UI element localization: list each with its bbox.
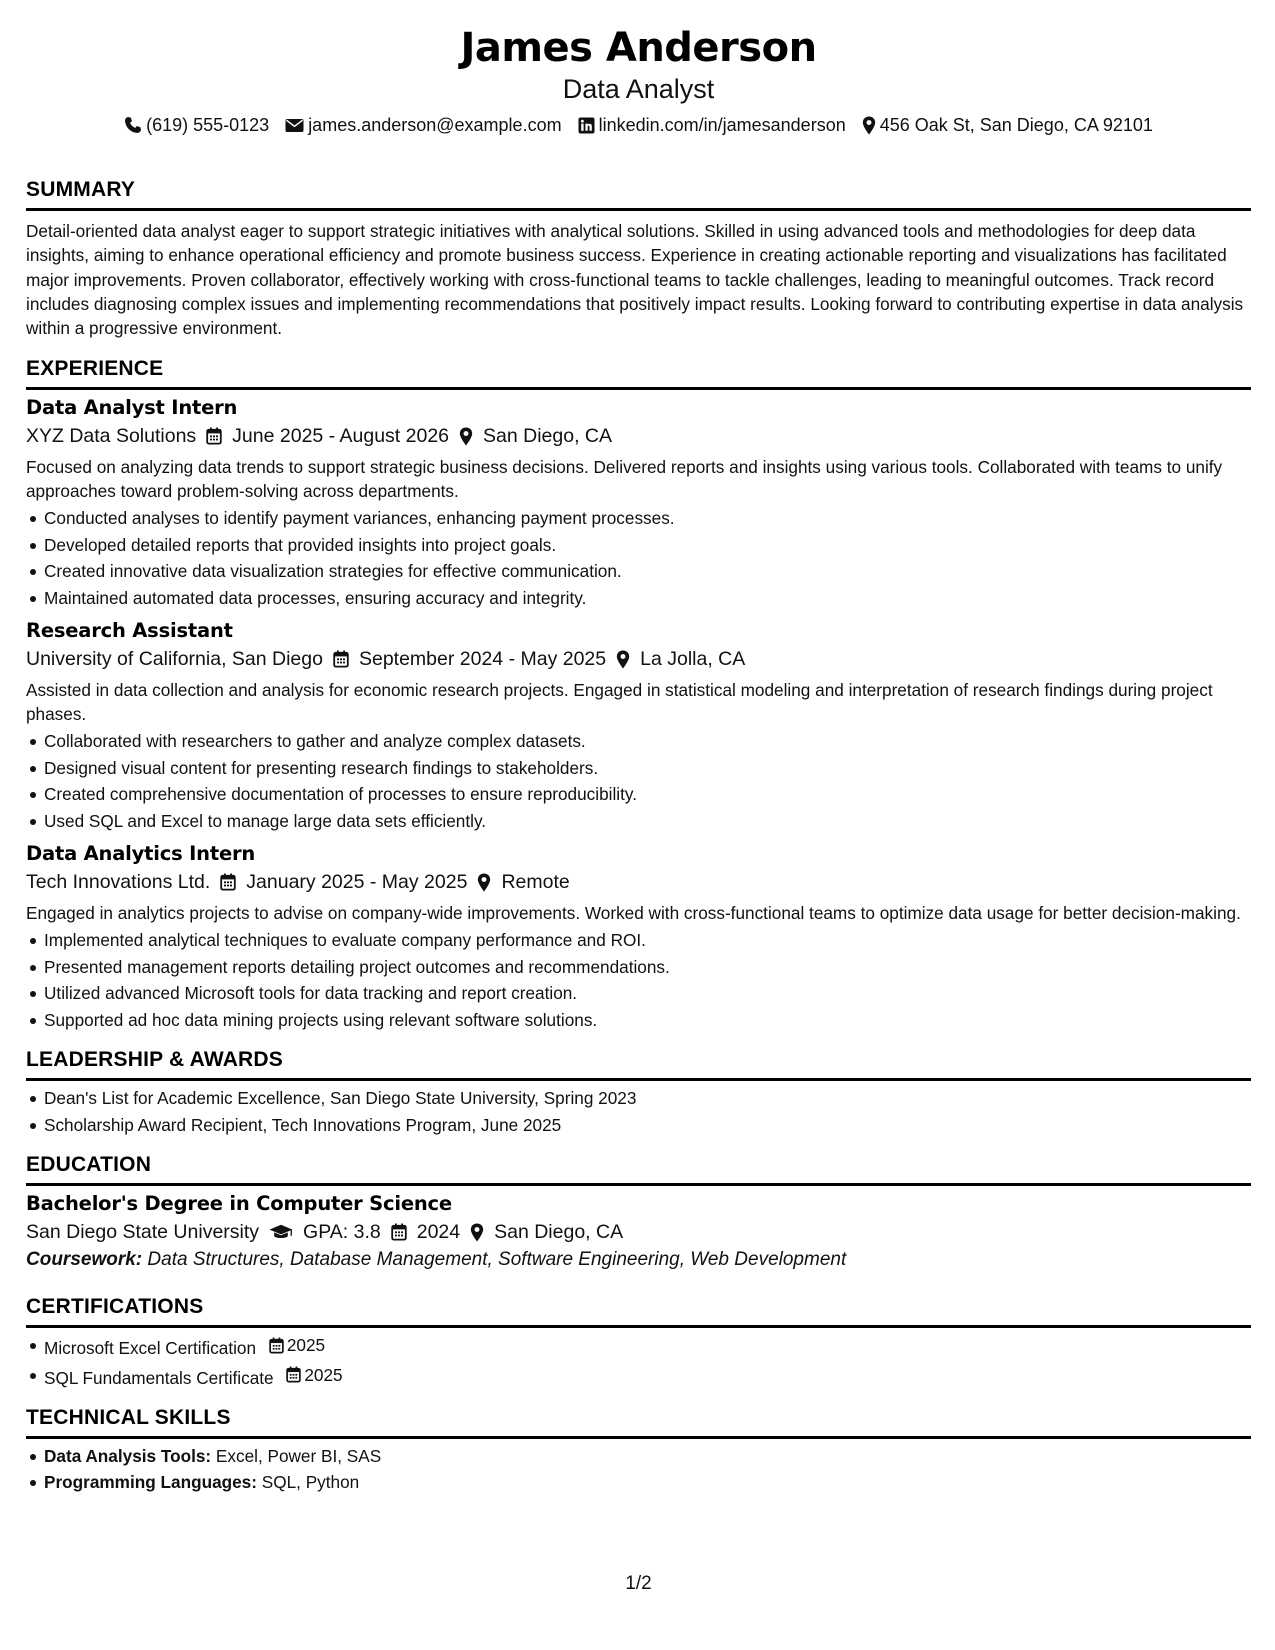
calendar-icon xyxy=(206,427,222,445)
summary-text: Detail-oriented data analyst eager to support strategic initiatives with analytical solutions. Skilled in using advanced tools and methodologies for deep data insights, aiming to enhance operational efficiency and promote business success. Experience in creating actionable reporting and visualizations has facilitated major improvements. Proven collaborator, effectively working with cross-functional teams to tackle challenges, leading to meaningful outcomes. Track record includes diagnosing complex issues and implementing recommendations that positively impact results. Looking forward to contributing expertise in data analysis within a progressive environment. xyxy=(26,221,1244,339)
education-section xyxy=(26,1152,1251,1274)
calendar-icon xyxy=(286,1366,301,1383)
job-bullets xyxy=(26,505,1251,611)
leadership-heading: LEADERSHIP & AWARDS xyxy=(26,1048,283,1072)
job-company: XYZ Data Solutions xyxy=(26,425,197,448)
list-item: Implemented analytical techniques to evaluate company performance and ROI. xyxy=(26,927,1251,954)
certifications-heading: CERTIFICATIONS xyxy=(26,1295,204,1319)
job-description: Focused on analyzing data trends to support strategic business decisions. Delivered reports and insights using various tools. Collaborated with teams to unify approaches toward problem-solving across departments. xyxy=(26,457,1223,502)
contact-phone-text: (619) 555-0123 xyxy=(146,115,270,135)
skills-heading: TECHNICAL SKILLS xyxy=(26,1405,231,1429)
graduation-year: 2024 xyxy=(416,1221,461,1244)
gpa: GPA: 3.8 xyxy=(303,1221,381,1244)
list-item xyxy=(26,1443,1251,1470)
page-number: 1/2 xyxy=(625,1573,652,1594)
section-divider xyxy=(26,1325,1251,1328)
contact-address xyxy=(862,113,1153,137)
map-pin-icon xyxy=(862,116,876,135)
skills-list xyxy=(26,1443,1251,1496)
coursework-label: Coursework: xyxy=(26,1249,143,1271)
certification-name: SQL Fundamentals Certificate xyxy=(44,1367,274,1388)
list-item: Dean's List for Academic Excellence, San Diego State University, Spring 2023 xyxy=(26,1085,1251,1112)
list-item: Utilized advanced Microsoft tools for data tracking and report creation. xyxy=(26,980,1251,1007)
skill-label: Programming Languages: xyxy=(44,1472,257,1493)
education-heading: EDUCATION xyxy=(26,1153,152,1177)
job-entry xyxy=(26,840,1251,1033)
school-location: San Diego, CA xyxy=(494,1221,624,1244)
job-dates: September 2024 - May 2025 xyxy=(358,648,607,671)
certification-year: 2025 xyxy=(304,1364,343,1385)
resume-header xyxy=(26,0,1251,137)
contact-phone[interactable] xyxy=(124,113,269,137)
skill-value: SQL, Python xyxy=(261,1472,360,1493)
job-company: Tech Innovations Ltd. xyxy=(26,871,211,894)
map-pin-icon xyxy=(616,650,630,669)
job-location: La Jolla, CA xyxy=(640,648,746,671)
leadership-section xyxy=(26,1047,1251,1138)
job-title: Research Assistant xyxy=(26,619,233,643)
coursework-list: Data Structures, Database Management, Software Engineering, Web Development xyxy=(147,1249,847,1271)
list-item: Created comprehensive documentation of processes to ensure reproducibility. xyxy=(26,781,1251,808)
certifications-section xyxy=(26,1294,1251,1391)
calendar-icon xyxy=(333,650,349,668)
calendar-icon xyxy=(391,1223,407,1241)
job-location: Remote xyxy=(501,871,570,894)
coursework xyxy=(26,1246,1251,1274)
list-item: Maintained automated data processes, ensuring accuracy and integrity. xyxy=(26,585,1251,612)
job-meta xyxy=(26,422,1251,450)
school-name: San Diego State University xyxy=(26,1221,260,1244)
job-bullets xyxy=(26,927,1251,1033)
linkedin-icon xyxy=(578,117,595,134)
resume-page xyxy=(26,0,1251,1650)
list-item: Presented management reports detailing project outcomes and recommendations. xyxy=(26,954,1251,981)
list-item: Designed visual content for presenting research findings to stakeholders. xyxy=(26,755,1251,782)
list-item: Developed detailed reports that provided insights into project goals. xyxy=(26,532,1251,559)
job-title: Data Analytics Intern xyxy=(26,842,256,866)
job-description: Engaged in analytics projects to advise on company-wide improvements. Worked with cross-functional teams to optimize data usage for better decision-making. xyxy=(26,903,1241,924)
list-item: Collaborated with researchers to gather and analyze complex datasets. xyxy=(26,728,1251,755)
section-divider xyxy=(26,1183,1251,1186)
job-location: San Diego, CA xyxy=(483,425,613,448)
list-item xyxy=(26,1332,1251,1361)
job-title: Data Analyst Intern xyxy=(26,396,238,420)
awards-list xyxy=(26,1085,1251,1138)
degree-title: Bachelor's Degree in Computer Science xyxy=(26,1192,452,1216)
graduation-cap-icon xyxy=(269,1224,293,1240)
job-meta xyxy=(26,645,1251,673)
section-divider xyxy=(26,1436,1251,1439)
contact-linkedin[interactable] xyxy=(578,113,846,137)
job-meta xyxy=(26,868,1251,896)
contact-address-text: 456 Oak St, San Diego, CA 92101 xyxy=(879,115,1153,135)
list-item: Used SQL and Excel to manage large data sets efficiently. xyxy=(26,808,1251,835)
certification-name: Microsoft Excel Certification xyxy=(44,1338,257,1359)
education-meta xyxy=(26,1218,1251,1246)
list-item: Conducted analyses to identify payment variances, enhancing payment processes. xyxy=(26,505,1251,532)
candidate-role: Data Analyst xyxy=(562,74,715,104)
section-divider xyxy=(26,387,1251,390)
map-pin-icon xyxy=(470,1223,484,1242)
summary-heading: SUMMARY xyxy=(26,178,136,201)
certification-year: 2025 xyxy=(286,1335,326,1356)
contact-linkedin-text: linkedin.com/in/jamesanderson xyxy=(598,115,846,135)
list-item xyxy=(26,1362,1251,1391)
envelope-icon xyxy=(285,118,304,133)
skills-section xyxy=(26,1405,1251,1496)
contact-bar xyxy=(26,113,1251,137)
job-dates: June 2025 - August 2026 xyxy=(232,425,450,448)
job-bullets xyxy=(26,728,1251,834)
list-item xyxy=(26,1469,1251,1496)
candidate-name: James Anderson xyxy=(460,25,817,71)
experience-heading: EXPERIENCE xyxy=(26,357,164,381)
map-pin-icon xyxy=(477,873,491,892)
list-item: Created innovative data visualization strategies for effective communication. xyxy=(26,558,1251,585)
job-dates: January 2025 - May 2025 xyxy=(246,871,468,894)
skill-value: Excel, Power BI, SAS xyxy=(215,1445,382,1466)
map-pin-icon xyxy=(459,427,473,446)
list-item: Scholarship Award Recipient, Tech Innovations Program, June 2025 xyxy=(26,1112,1251,1139)
contact-email-text: james.anderson@example.com xyxy=(308,115,562,135)
job-description: Assisted in data collection and analysis for economic research projects. Engaged in statistical modeling and interpretation of research findings during project phases. xyxy=(26,680,1213,725)
section-divider xyxy=(26,1078,1251,1081)
skill-label: Data Analysis Tools: xyxy=(44,1445,212,1466)
calendar-icon xyxy=(220,873,236,891)
job-entry xyxy=(26,394,1251,611)
contact-email[interactable] xyxy=(285,113,561,137)
job-company: University of California, San Diego xyxy=(26,648,323,671)
certifications-list xyxy=(26,1332,1251,1391)
list-item: Supported ad hoc data mining projects using relevant software solutions. xyxy=(26,1007,1251,1034)
calendar-icon xyxy=(269,1337,284,1354)
summary-section xyxy=(26,177,1251,340)
job-entry xyxy=(26,617,1251,834)
section-divider xyxy=(26,208,1251,211)
phone-icon xyxy=(124,116,142,134)
experience-section xyxy=(26,356,1251,1033)
